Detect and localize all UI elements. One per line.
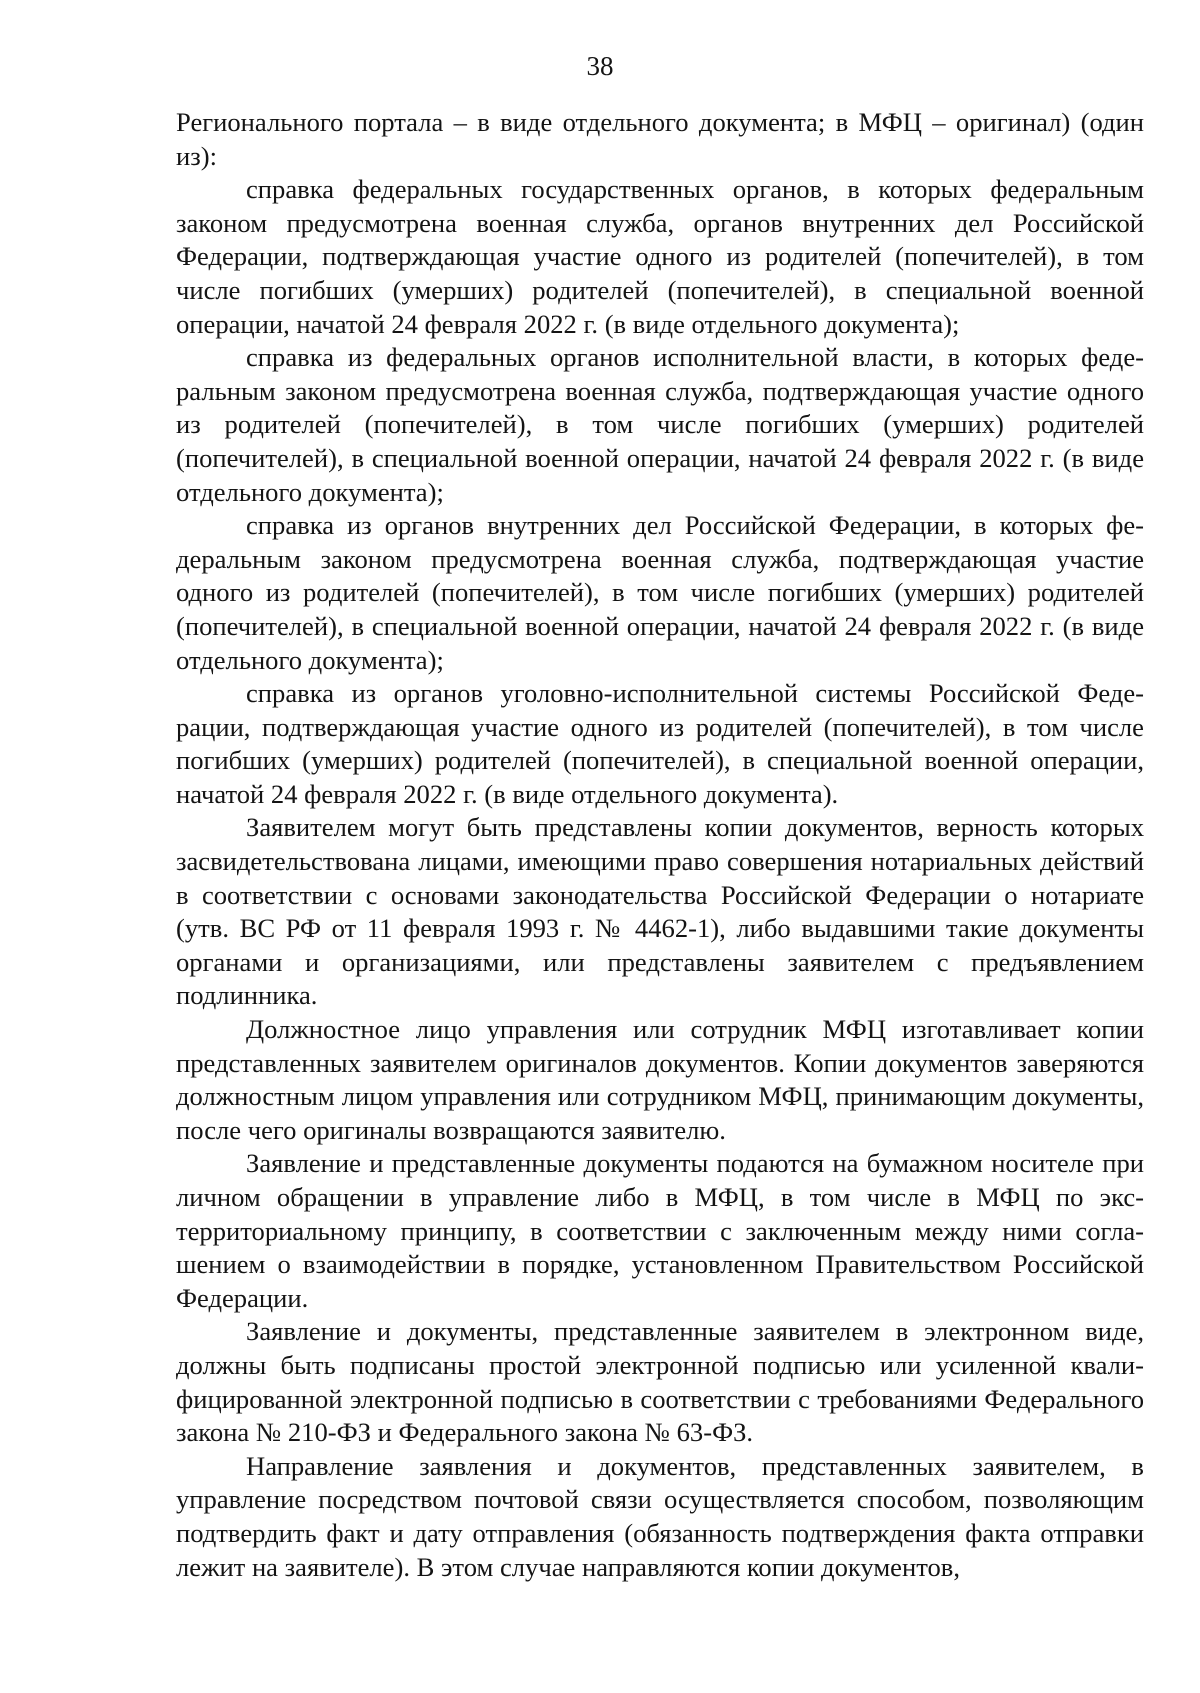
paragraph-internal-affairs-certificate: справка из органов внутренних дел Российской Федерации, в которых федеральным законом предусмотрена военная служба, подтверждающая участие одного из родителей (попечителей), в том числе погибших (умерших) родителей (попечителей), в специальной военной операции, начатой 24 февраля 2022 г. (в виде отдельного документа); xyxy=(176,510,1144,675)
paragraph-executive-bodies-certificate: справка из федеральных органов исполнительной власти, в которых федеральным законом предусмотрена военная служба, подтверждающая участие одного из родителей (попечителей), в том числе погибших (умерших) родителей (попечителей), в специальной военной операции, начатой 24 февраля 2022 г. (в виде отдельного документа); xyxy=(176,342,1144,507)
paragraph-electronic-signature: Заявление и документы, представленные заявителем в электронном виде, должны быть подписаны простой электронной подписью или усиленной квалифицированной электронной подписью в соответствии с требованиями Федерального закона № 210-ФЗ и Федерального закона № 63-ФЗ. xyxy=(176,1316,1144,1448)
page-number: 38 xyxy=(586,51,614,81)
paragraph-postal-submission: Направление заявления и документов, представленных заявителем, в управление посредством почтовой связи осуществляется способом, позволяющим подтвердить факт и дату отправления (обязанность подтверждения факта отправки лежит на заявителе). В этом случае направляются копии документов, xyxy=(176,1450,1144,1582)
paragraph-federal-agencies-certificate: справка федеральных государственных органов, в которых федеральным законом предусмотрена военная служба, органов внутренних дел Российской Федерации, подтверждающая участие одного из родителей (попечителей), в том числе погибших (умерших) родителей (попечителей), в специальной военной операции, начатой 24 февраля 2022 г. (в виде отдельного документа); xyxy=(176,174,1144,339)
document-body xyxy=(176,106,1144,1584)
paragraph-certified-copies: Заявителем могут быть представлены копии документов, верность которых засвидетельствована лицами, имеющими право совершения нотариальных действий в соответствии с основами законодательства Российской Федерации о нотариате (утв. ВС РФ от 11 февраля 1993 г. № 4462-1), либо выдавшими такие документы органами и организациями, или представлены заявителем с предъявлением подлинника. xyxy=(176,812,1144,1011)
paragraph-continuation: Регионального портала – в виде отдельного документа; в МФЦ – оригинал) (один из): xyxy=(176,107,1144,171)
paragraph-paper-submission: Заявление и представленные документы подаются на бумажном носителе при личном обращении в управление либо в МФЦ, в том числе в МФЦ по экстерриториальному принципу, в соответствии с заключенным между ними соглашением о взаимодействии в порядке, установленном Правительством Российской Федерации. xyxy=(176,1148,1144,1313)
paragraph-penal-system-certificate: справка из органов уголовно-исполнительной системы Российской Федерации, подтверждающая участие одного из родителей (попечителей), в том числе погибших (умерших) родителей (попечителей), в специальной военной операции, начатой 24 февраля 2022 г. (в виде отдельного документа). xyxy=(176,678,1144,809)
paragraph-copies-made-by-official: Должностное лицо управления или сотрудник МФЦ изготавливает копии представленных заявителем оригиналов документов. Копии документов заверяются должностным лицом управления или сотрудником МФЦ, принимающим документы, после чего оригиналы возвращаются заявителю. xyxy=(176,1014,1144,1145)
